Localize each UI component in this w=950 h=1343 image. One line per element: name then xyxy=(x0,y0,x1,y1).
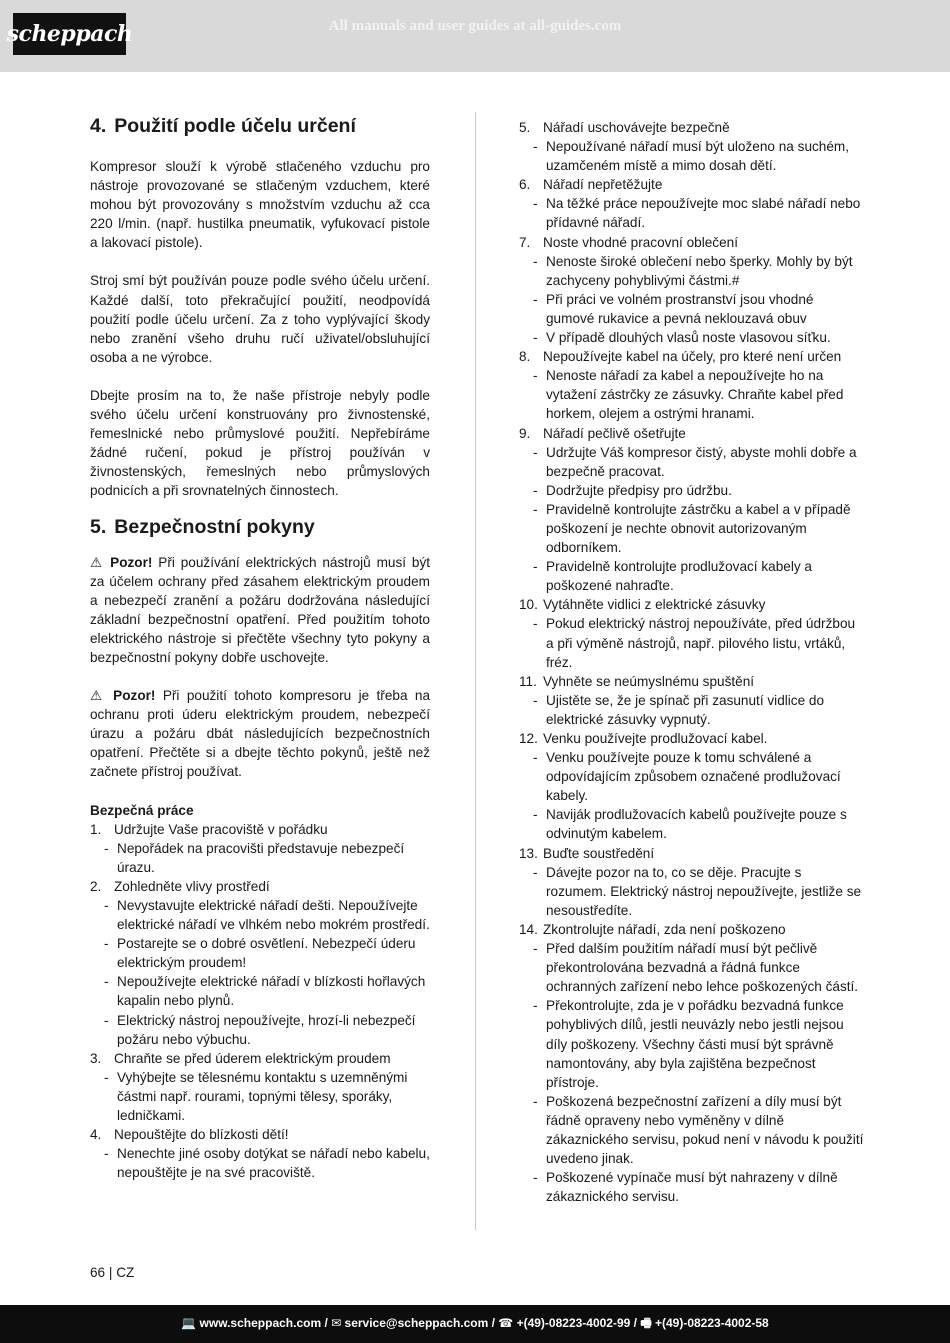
sub-item xyxy=(519,748,864,805)
list-item-title: Buďte soustředění xyxy=(543,845,655,861)
sub-item-text: Nepoužívané nářadí musí být uloženo na suchém, uzamčeném místě a mimo dosah dětí. xyxy=(546,139,850,174)
dash-bullet: - xyxy=(104,898,109,913)
dash-bullet: - xyxy=(533,501,538,517)
sub-item-text: Před dalším použitím nářadí musí být pečlivě překontrolována bezvadná a řádná funkce ochranných zařízení nebo lehce poškozených částí. xyxy=(546,941,859,995)
list-item xyxy=(519,672,864,691)
sub-item-text: Překontrolujte, zda je v pořádku bezvadná funkce pohyblivých dílů, jestli neuvázly nebo jestli nejsou díly poškozeny. Všechny části musí být správně namontovány, aby byla zajištěna bezpečnost přístroje. xyxy=(546,998,844,1090)
sub-item-text: Dávejte pozor na to, co se děje. Pracujte s rozumem. Elektrický nástroj nepoužívejte, jestliže se nesoustředíte. xyxy=(546,864,862,918)
left-column xyxy=(90,112,430,1182)
list-item xyxy=(519,920,864,939)
list-item-title: Zohledněte vlivy prostředí xyxy=(114,878,270,894)
dash-bullet: - xyxy=(533,692,538,708)
section-4-paragraph-3: Dbejte prosím na to, že naše přístroje nebyly podle svého účelu určení konstruovány pro živnostenské, řemeslnické nebo průmyslové použití. Nepřebíráme žádné ručení, pokud je přístroj používán v živnostenských, řemeslných nebo průmyslových podnicích a při srovnatelných činnostech. xyxy=(90,387,430,499)
sub-item-text: Nenoste nářadí za kabel a nepoužívejte ho na vytažení zástrčky ze zásuvky. Chraňte kabel před horkem, olejem a ostrými hranami. xyxy=(546,368,844,422)
list-item-number: 5. xyxy=(519,120,531,135)
list-item xyxy=(519,118,864,137)
list-item-title: Zkontrolujte nářadí, zda není poškozeno xyxy=(543,921,786,937)
list-item-title: Vytáhněte vidlici z elektrické zásuvky xyxy=(543,597,766,613)
dash-bullet: - xyxy=(104,936,109,952)
dash-bullet: - xyxy=(104,974,109,990)
sub-item-text: Poškozené vypínače musí být nahrazeny v dílně zákaznického servisu. xyxy=(546,1170,838,1205)
list-item-title: Nářadí pečlivě ošetřujte xyxy=(543,425,686,441)
sub-item-text: Nenechte jiné osoby dotýkat se nářadí nebo kabelu, nepouštějte je na své pracoviště. xyxy=(117,1146,430,1181)
dash-bullet: - xyxy=(533,616,538,632)
sub-item-text: Elektrický nástroj nepoužívejte, hrozí-li nebezpečí požáru nebo výbuchu. xyxy=(117,1012,416,1047)
dash-bullet: - xyxy=(533,196,538,212)
section-4-paragraph-1: Kompresor slouží k výrobě stlačeného vzduchu pro nástroje provozované se stlačeným vzduchem, které mohou být provozovány s množstvím vzduchu až cca 220 l/min. (např. hustilka pneumatik, vyfukovací pistole a lakovací pistole). xyxy=(90,159,430,251)
dash-bullet: - xyxy=(533,807,538,823)
sub-item-text: Poškozená bezpečnostní zařízení a díly musí být řádně opraveny nebo vyměněny v dílně zákaznického servisu, pokud není v návodu k použití uvedeno jinak. xyxy=(546,1093,864,1167)
list-item-number: 14. xyxy=(519,921,538,937)
brand-logo: scheppach xyxy=(13,13,126,55)
list-item-number: 11. xyxy=(519,673,537,689)
sub-item xyxy=(519,252,864,290)
safety-list-left xyxy=(90,820,430,1183)
dash-bullet: - xyxy=(533,864,538,880)
warning-paragraph-1: ⚠ Pozor! Při používání elektrických nástrojů musí být za účelem ochrany před zásahem elektrickým proudem a nebezpečí zranění a požáru dodržována následující základní bezpečnostní opatření. Před použitím tohoto elektrického nástroje si přečtěte všechny tyto pokyny a bezpečnostní pokyny dobře uschovejte. xyxy=(90,554,431,665)
sub-item-text: Vyhýbejte se tělesnému kontaktu s uzemněnými částmi např. rourami, topnými tělesy, sporáky, ledničkami. xyxy=(117,1069,408,1124)
dash-bullet: - xyxy=(533,291,538,307)
sub-item xyxy=(519,366,864,423)
sub-item xyxy=(519,614,864,671)
list-item-title: Vyhněte se neúmyslnému spuštění xyxy=(543,673,755,689)
sub-item xyxy=(90,839,430,877)
list-item-number: 4. xyxy=(90,1127,102,1143)
list-item-number: 6. xyxy=(519,177,531,193)
list-item-number: 9. xyxy=(519,425,531,441)
list-item xyxy=(519,347,864,366)
column-divider xyxy=(475,112,476,1230)
list-item xyxy=(519,844,864,863)
list-item-number: 2. xyxy=(90,878,102,894)
section-4-heading: 4. Použití podle účelu určení xyxy=(90,115,356,137)
list-item-number: 12. xyxy=(519,731,538,746)
dash-bullet: - xyxy=(533,1093,538,1109)
section-4-paragraph-2: Stroj smí být používán pouze podle svého účelu určení. Každé další, toto překračující použití, neodpovídá použití podle účelu určení. Za z toho vyplývající škody nebo zranění všeho druhu ručí uživatel/obsluhující osoba a ne výrobce. xyxy=(90,273,430,365)
dash-bullet: - xyxy=(104,1012,109,1028)
dash-bullet: - xyxy=(533,941,538,957)
list-item-title: Udržujte Vaše pracoviště v pořádku xyxy=(114,821,328,837)
list-item xyxy=(90,820,430,839)
sub-item-text: V případě dlouhých vlasů noste vlasovou síťku. xyxy=(546,330,831,346)
warning-icon: ⚠ xyxy=(90,688,106,704)
sub-item-text: Pokud elektrický nástroj nepoužíváte, před údržbou a při výměně nástrojů, např. pilového listu, vrtáků, fréz. xyxy=(546,616,856,670)
list-item-number: 10. xyxy=(519,597,538,613)
sub-item-text: Na těžké práce nepoužívejte moc slabé nářadí nebo přídavné nářadí. xyxy=(546,196,861,231)
sub-item xyxy=(519,443,864,481)
list-item xyxy=(519,424,864,443)
dash-bullet: - xyxy=(104,1146,109,1162)
list-item-number: 8. xyxy=(519,349,531,365)
page-number: 66 | CZ xyxy=(90,1265,135,1280)
safety-list-right xyxy=(519,118,864,1206)
list-item-title: Chraňte se před úderem elektrickým proudem xyxy=(114,1050,391,1066)
dash-bullet: - xyxy=(533,253,538,269)
sub-item-text: Udržujte Váš kompresor čistý, abyste mohli dobře a bezpečně pracovat. xyxy=(546,444,857,479)
list-item-title: Venku používejte prodlužovací kabel. xyxy=(543,731,768,746)
sub-item-text: Venku používejte pouze k tomu schválené a odpovídajícím způsobem označené prodlužovací kabely. xyxy=(546,750,841,804)
sub-item xyxy=(519,996,864,1091)
sub-item xyxy=(519,691,864,729)
list-item xyxy=(90,1049,430,1068)
sub-item-text: Nenoste široké oblečení nebo šperky. Mohly by být zachyceny pohyblivými částmi.# xyxy=(546,253,853,288)
safe-work-subheading: Bezpečná práce xyxy=(90,802,194,818)
sub-item xyxy=(519,194,864,232)
list-item xyxy=(90,1125,430,1144)
sub-item xyxy=(519,1092,864,1168)
list-item-title: Nepouštějte do blízkosti dětí! xyxy=(114,1127,289,1143)
list-item-title: Nářadí uschovávejte bezpečně xyxy=(543,120,730,135)
sub-item-text: Nevystavujte elektrické nářadí dešti. Nepoužívejte elektrické nářadí ve vlhkém nebo mokrém prostředí. xyxy=(117,898,430,933)
dash-bullet: - xyxy=(533,998,538,1014)
dash-bullet: - xyxy=(533,559,538,575)
list-item xyxy=(519,729,864,748)
sub-item xyxy=(90,1068,430,1125)
sub-item-text: Nepoužívejte elektrické nářadí v blízkosti hořlavých kapalin nebo plynů. xyxy=(117,974,426,1009)
sub-item xyxy=(90,896,430,934)
page-footer: 💻 www.scheppach.com / ✉ service@scheppach.com / ☎ +(49)-08223-4002-99 / 🖷 +(49)-08223-4002-58 xyxy=(0,1305,950,1343)
dash-bullet: - xyxy=(533,482,538,498)
sub-item xyxy=(519,557,864,595)
sub-item xyxy=(519,481,864,500)
dash-bullet: - xyxy=(533,444,538,460)
sub-item-text: Ujistěte se, že je spínač při zasunutí vidlice do elektrické zásuvky vypnutý. xyxy=(546,692,825,727)
list-item-title: Nářadí nepřetěžujte xyxy=(543,177,663,193)
sub-item xyxy=(90,934,430,972)
sub-item xyxy=(90,1144,430,1182)
list-item-number: 3. xyxy=(90,1050,102,1066)
sub-item xyxy=(519,939,864,996)
dash-bullet: - xyxy=(104,1069,109,1085)
sub-item-text: Nepořádek na pracovišti představuje nebezpečí úrazu. xyxy=(117,840,405,875)
list-item xyxy=(519,175,864,194)
sub-item-text: Dodržujte předpisy pro údržbu. xyxy=(546,482,732,498)
list-item-title: Nepoužívejte kabel na účely, pro které není určen xyxy=(543,349,842,365)
list-item-number: 7. xyxy=(519,234,531,250)
dash-bullet: - xyxy=(533,330,538,346)
section-5-heading: 5. Bezpečnostní pokyny xyxy=(90,515,315,538)
sub-item-text: Naviják prodlužovacích kabelů používejte pouze s odvinutým kabelem. xyxy=(546,807,847,842)
list-item-number: 1. xyxy=(90,821,102,837)
sub-item xyxy=(519,137,864,175)
sub-item xyxy=(519,1168,864,1206)
dash-bullet: - xyxy=(533,368,538,384)
list-item-number: 13. xyxy=(519,845,538,861)
sub-item xyxy=(519,328,864,347)
dash-bullet: - xyxy=(533,139,538,155)
dash-bullet: - xyxy=(533,1170,538,1186)
warning-icon: ⚠ xyxy=(90,554,105,570)
page-header xyxy=(0,0,950,72)
sub-item-text: Pravidelně kontrolujte zástrčku a kabel a v případě poškození je nechte obnovit autorizovaným odborníkem. xyxy=(546,501,851,556)
list-item xyxy=(519,595,864,614)
list-item-title: Noste vhodné pracovní oblečení xyxy=(543,234,738,250)
dash-bullet: - xyxy=(533,750,538,766)
list-item xyxy=(90,877,430,896)
sub-item-text: Při práci ve volném prostranství jsou vhodné gumové rukavice a pevná neklouzavá obuv xyxy=(546,291,814,326)
sub-item xyxy=(519,805,864,843)
sub-item xyxy=(90,972,430,1010)
right-column xyxy=(519,118,864,1206)
list-item xyxy=(519,233,864,252)
sub-item xyxy=(519,290,864,328)
sub-item xyxy=(90,1011,430,1049)
dash-bullet: - xyxy=(104,840,109,856)
sub-item xyxy=(519,863,864,920)
warning-paragraph-2: ⚠ Pozor! Při použití tohoto kompresoru je třeba na ochranu proti úderu elektrickým proudem, nebezpečí úrazu a požáru dbát následujících bezpečnostních opatření. Přečtěte si a dbejte těchto pokynů, ještě než začnete přístroj používat. xyxy=(90,688,431,780)
watermark-text: All manuals and user guides at all-guides.com xyxy=(328,18,622,34)
sub-item-text: Pravidelně kontrolujte prodlužovací kabely a poškozené nahraďte. xyxy=(546,559,812,594)
sub-item-text: Postarejte se o dobré osvětlení. Nebezpečí úderu elektrickým proudem! xyxy=(117,936,416,971)
sub-item xyxy=(519,500,864,557)
